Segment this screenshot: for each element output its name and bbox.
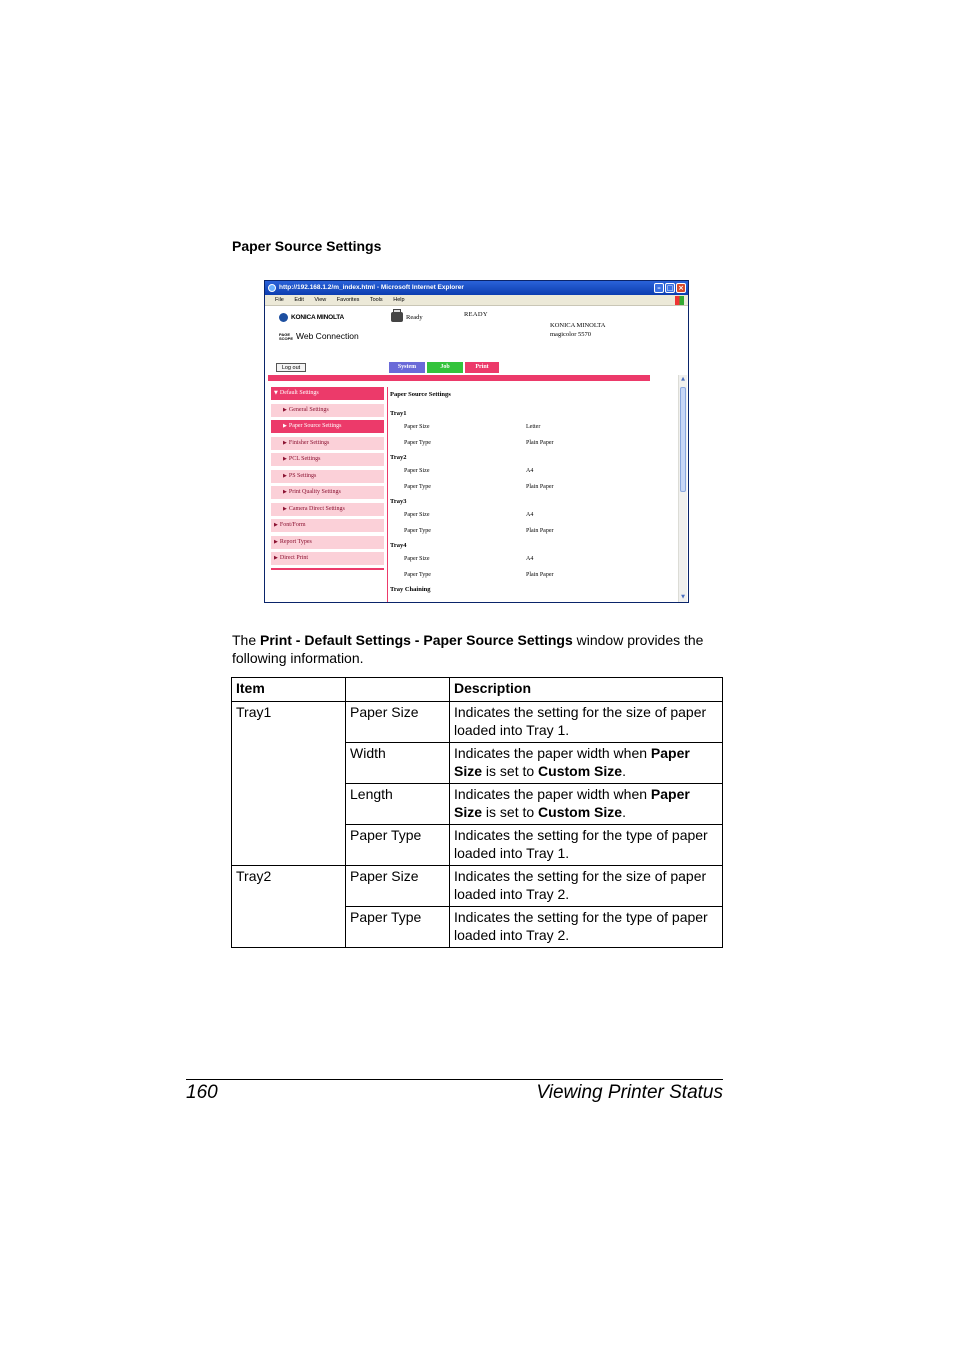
- setting-label: Paper Size: [404, 468, 430, 474]
- sidebar-item[interactable]: [271, 552, 384, 565]
- scroll-up-icon[interactable]: ▲: [681, 376, 685, 382]
- description-cell: Indicates the paper width when Paper Size is set to Custom Size.: [450, 784, 723, 825]
- logout-button[interactable]: Log out: [276, 363, 306, 372]
- setting-value: A4: [526, 468, 534, 474]
- minimize-icon[interactable]: –: [654, 283, 664, 293]
- sidebar-item[interactable]: [271, 486, 384, 499]
- setting-row: [390, 568, 675, 584]
- sidebar-item[interactable]: [271, 536, 384, 549]
- caret-right-icon: ▶: [274, 522, 278, 528]
- caret-right-icon: ▶: [283, 406, 287, 413]
- sidebar-item[interactable]: [271, 437, 384, 450]
- description-cell: Indicates the paper width when Paper Size is set to Custom Size.: [450, 743, 723, 784]
- tray-heading: Tray4: [390, 542, 407, 549]
- browser-screenshot: [264, 280, 689, 603]
- sub-item-cell: Width: [346, 743, 450, 784]
- sub-item-cell: Paper Size: [346, 702, 450, 743]
- tray-heading: Tray Chaining: [390, 586, 431, 593]
- setting-row: [390, 420, 675, 436]
- setting-value: A4: [526, 512, 534, 518]
- windows-logo-icon: [675, 296, 684, 305]
- footer-title: Viewing Printer Status: [536, 1082, 723, 1103]
- table-row: [232, 866, 723, 907]
- close-icon[interactable]: ×: [676, 283, 686, 293]
- menu-view[interactable]: View: [314, 297, 327, 303]
- setting-row: [390, 464, 675, 480]
- window-title: http://192.168.1.2/m_index.html - Microsoft Internet Explorer: [279, 284, 464, 291]
- model-vendor: KONICA MINOLTA: [550, 322, 606, 329]
- tab-job[interactable]: Job: [427, 362, 463, 373]
- setting-value: Plain Paper: [526, 527, 554, 534]
- setting-label: Paper Size: [404, 556, 430, 562]
- status-code: READY: [464, 311, 488, 318]
- sidebar-item[interactable]: [271, 453, 384, 466]
- caret-right-icon: ▶: [283, 472, 287, 479]
- settings-content: [390, 391, 675, 596]
- sidebar-item-label: PS Settings: [288, 472, 317, 479]
- model-name: magicolor 5570: [550, 331, 591, 338]
- setting-label: Paper Size: [404, 424, 430, 430]
- sidebar-item-label: General Settings: [288, 406, 329, 413]
- menu-favorites[interactable]: Favorites: [336, 297, 360, 303]
- header-divider: [268, 375, 650, 381]
- description-cell: Indicates the setting for the size of paper loaded into Tray 1.: [450, 702, 723, 743]
- printer-icon: [391, 312, 403, 322]
- content-title: Paper Source Settings: [390, 391, 451, 398]
- window-titlebar: [265, 281, 688, 295]
- sidebar-item-label: Paper Source Settings: [288, 423, 342, 429]
- sidebar-item-label: Camera Direct Settings: [288, 505, 345, 512]
- caret-right-icon: ▶: [274, 555, 278, 561]
- internet-explorer-icon: [268, 284, 276, 292]
- caret-right-icon: ▶: [274, 538, 278, 545]
- sub-item-cell: Length: [346, 784, 450, 825]
- setting-value: Plain Paper: [526, 483, 554, 490]
- setting-label: Paper Type: [404, 571, 431, 578]
- caret-right-icon: ▶: [283, 439, 287, 446]
- web-connection-logo: PAGE SCOPE Web Connection: [279, 331, 359, 341]
- caret-right-icon: ▶: [283, 505, 287, 512]
- caret-down-icon: ▼: [274, 390, 278, 396]
- table-row: [232, 702, 723, 743]
- description-cell: Indicates the setting for the type of paper loaded into Tray 1.: [450, 825, 723, 866]
- tray-heading: Tray2: [390, 454, 407, 461]
- item-cell: Tray1: [232, 702, 346, 866]
- sidebar-item-label: Print Quality Settings: [288, 489, 341, 495]
- globe-icon: [279, 313, 288, 322]
- setting-value: Plain Paper: [526, 571, 554, 578]
- menu-tools[interactable]: Tools: [369, 297, 383, 303]
- footer-rule: [186, 1079, 723, 1080]
- sidebar-item-label: Font/Form: [279, 522, 306, 528]
- header-item: Item: [232, 678, 346, 702]
- header-sub: [346, 678, 450, 702]
- section-heading: Paper Source Settings: [232, 238, 382, 254]
- setting-label: Paper Type: [404, 439, 431, 446]
- maximize-icon[interactable]: □: [666, 284, 674, 292]
- sidebar-item[interactable]: [271, 470, 384, 483]
- sidebar-item[interactable]: [271, 519, 384, 532]
- page-scope-icon: PAGE SCOPE: [279, 331, 294, 341]
- menu-edit[interactable]: Edit: [294, 297, 304, 303]
- info-table: [231, 677, 723, 948]
- setting-value: Plain Paper: [526, 439, 554, 446]
- sidebar-item-label: Default Settings: [279, 390, 319, 396]
- sidebar-item-label: Direct Print: [279, 555, 309, 561]
- tab-system[interactable]: System: [389, 362, 425, 373]
- printer-status: Ready: [406, 314, 423, 321]
- tray-heading: Tray1: [390, 410, 407, 417]
- setting-row: [390, 508, 675, 524]
- menu-help[interactable]: Help: [393, 297, 405, 303]
- intro-paragraph: The Print - Default Settings - Paper Source Settings window provides the following information.: [232, 632, 704, 666]
- menu-bar: [265, 295, 688, 306]
- konica-minolta-logo: KONICA MINOLTA: [279, 313, 344, 322]
- sidebar-end-rule: [271, 568, 384, 570]
- sub-item-cell: Paper Size: [346, 866, 450, 907]
- caret-right-icon: ▶: [283, 456, 287, 462]
- menu-file[interactable]: File: [275, 297, 284, 303]
- sidebar-item[interactable]: [271, 420, 384, 433]
- setting-row: [390, 436, 675, 452]
- scroll-down-icon[interactable]: ▼: [681, 594, 685, 600]
- setting-row: [390, 480, 675, 496]
- content-divider: [387, 387, 388, 603]
- page-number: 160: [186, 1082, 218, 1103]
- sub-item-cell: Paper Type: [346, 825, 450, 866]
- caret-right-icon: ▶: [283, 489, 287, 495]
- sidebar-item[interactable]: [271, 503, 384, 516]
- sidebar-item-label: Report Types: [279, 538, 312, 545]
- sidebar-item[interactable]: [271, 387, 384, 400]
- setting-row: [390, 524, 675, 540]
- sidebar-item-label: Finisher Settings: [288, 439, 330, 446]
- setting-value: Letter: [526, 424, 541, 430]
- description-cell: Indicates the setting for the type of paper loaded into Tray 2.: [450, 907, 723, 948]
- setting-label: Paper Type: [404, 483, 431, 490]
- vertical-scrollbar[interactable]: [678, 375, 687, 602]
- setting-label: Paper Size: [404, 512, 430, 518]
- tab-print[interactable]: Print: [465, 362, 499, 373]
- scroll-thumb[interactable]: [680, 387, 686, 492]
- sub-item-cell: Paper Type: [346, 907, 450, 948]
- header-description: Description: [450, 678, 723, 702]
- setting-label: Paper Type: [404, 527, 431, 534]
- tray-heading: Tray3: [390, 498, 407, 505]
- description-cell: Indicates the setting for the size of paper loaded into Tray 2.: [450, 866, 723, 907]
- item-cell: Tray2: [232, 866, 346, 948]
- sidebar-item-label: PCL Settings: [288, 456, 321, 462]
- setting-value: A4: [526, 556, 534, 562]
- setting-row: [390, 552, 675, 568]
- sidebar-item[interactable]: [271, 404, 384, 417]
- caret-right-icon: ▶: [283, 423, 287, 429]
- sidebar-nav: [271, 387, 384, 570]
